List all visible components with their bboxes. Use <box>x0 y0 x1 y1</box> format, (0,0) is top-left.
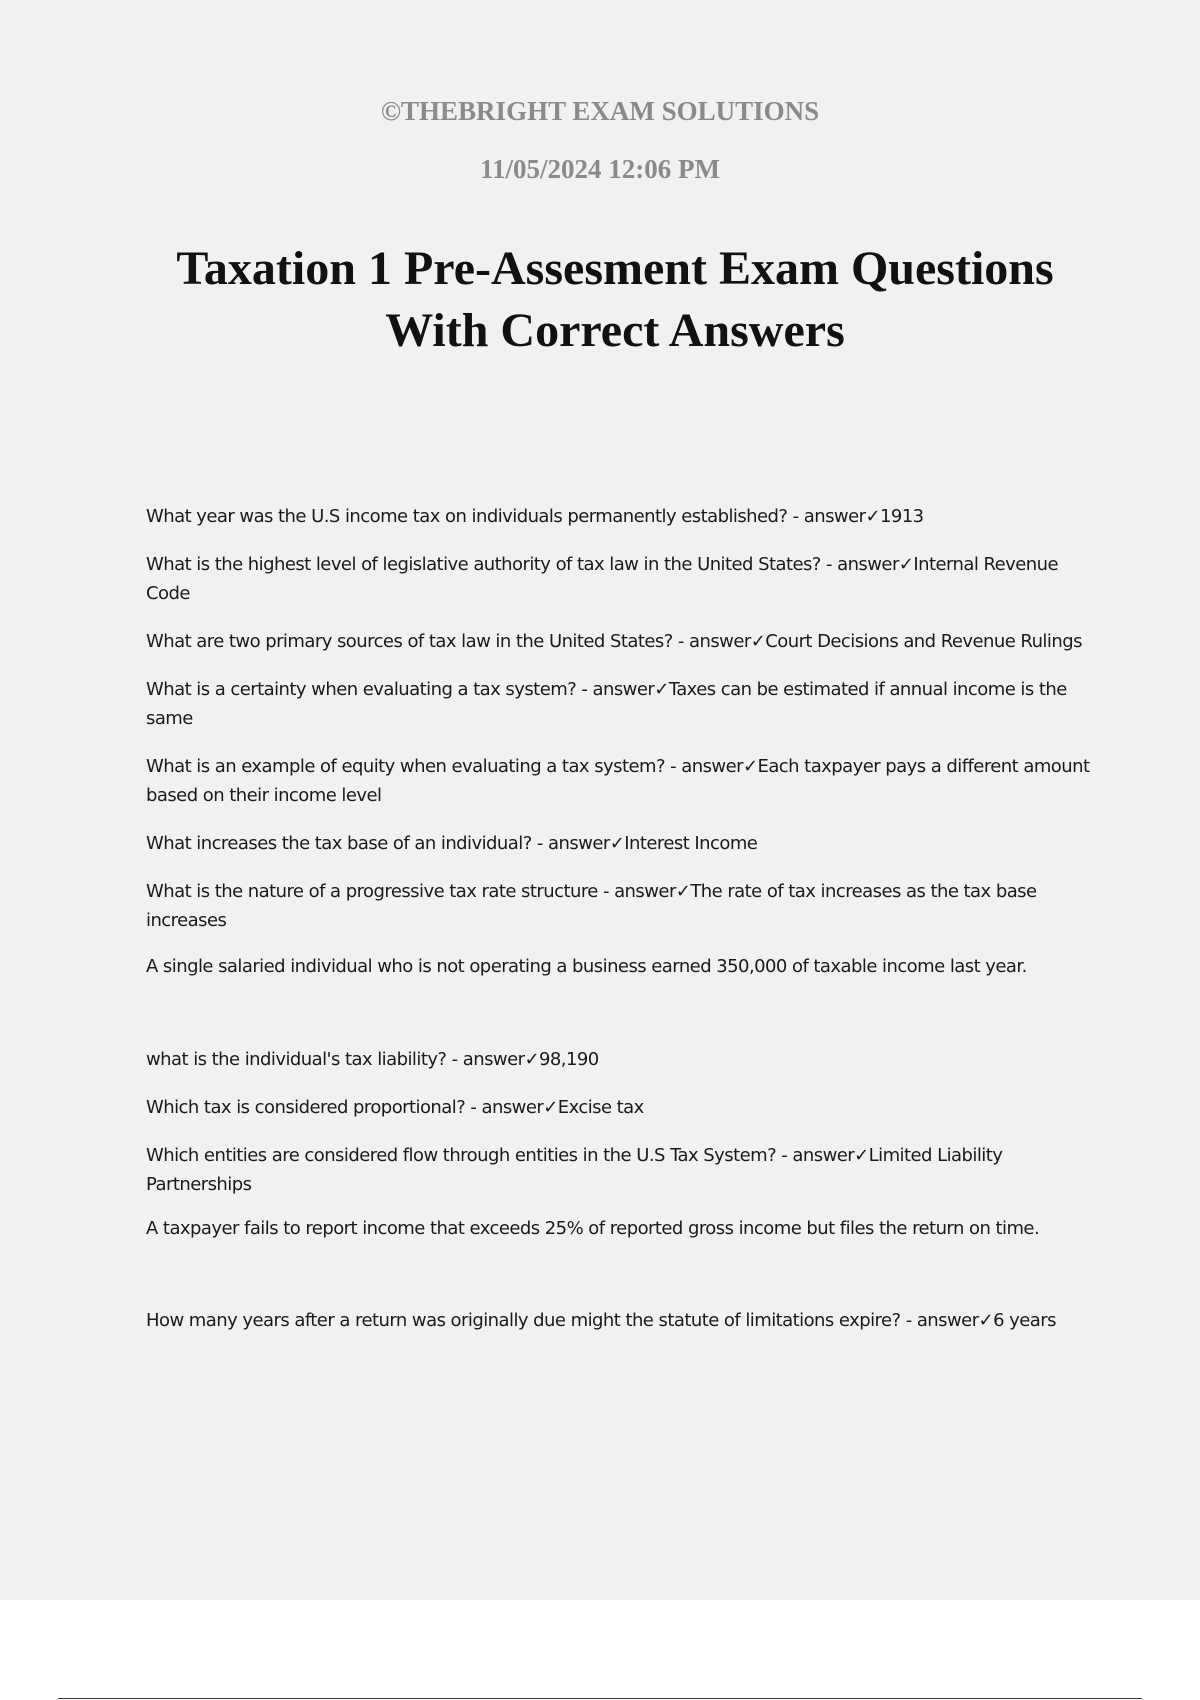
watermark-datetime: 11/05/2024 12:06 PM <box>480 154 720 184</box>
qa-item: How many years after a return was originally due might the statute of limitations expire? - answer✓6 years <box>146 1310 1056 1331</box>
qa-item: What increases the tax base of an individual? - answer✓Interest Income <box>146 833 758 854</box>
qa-item: What is the nature of a progressive tax rate structure - answer✓The rate of tax increases as the tax base increases <box>146 881 1037 931</box>
qa-item: A single salaried individual who is not operating a business earned 350,000 of taxable income last year. <box>146 956 1027 977</box>
document-title-line-1: Taxation 1 Pre-Assesment Exam Questions <box>176 242 1054 295</box>
document-title <box>60 238 1170 362</box>
qa-item: A taxpayer fails to report income that exceeds 25% of reported gross income but files the return on time. <box>146 1218 1040 1239</box>
qa-item: What is a certainty when evaluating a tax system? - answer✓Taxes can be estimated if annual income is the same <box>146 679 1067 729</box>
qa-item: What year was the U.S income tax on individuals permanently established? - answer✓1913 <box>146 506 924 527</box>
watermark-brand: ©THEBRIGHT EXAM SOLUTIONS <box>380 96 820 126</box>
qa-item: What is an example of equity when evaluating a tax system? - answer✓Each taxpayer pays a different amount based on their income level <box>146 756 1090 806</box>
qa-item: Which tax is considered proportional? - answer✓Excise tax <box>146 1097 644 1118</box>
qa-item: what is the individual's tax liability? - answer✓98,190 <box>146 1049 599 1070</box>
qa-item: What are two primary sources of tax law in the United States? - answer✓Court Decisions and Revenue Rulings <box>146 631 1082 652</box>
document-title-line-2: With Correct Answers <box>385 304 845 357</box>
qa-list <box>146 502 1096 1335</box>
page-footer-divider <box>58 1698 1142 1699</box>
qa-item: Which entities are considered flow through entities in the U.S Tax System? - answer✓Limited Liability Partnerships <box>146 1145 1003 1195</box>
qa-item: What is the highest level of legislative authority of tax law in the United States? - answer✓Internal Revenue Code <box>146 554 1059 604</box>
